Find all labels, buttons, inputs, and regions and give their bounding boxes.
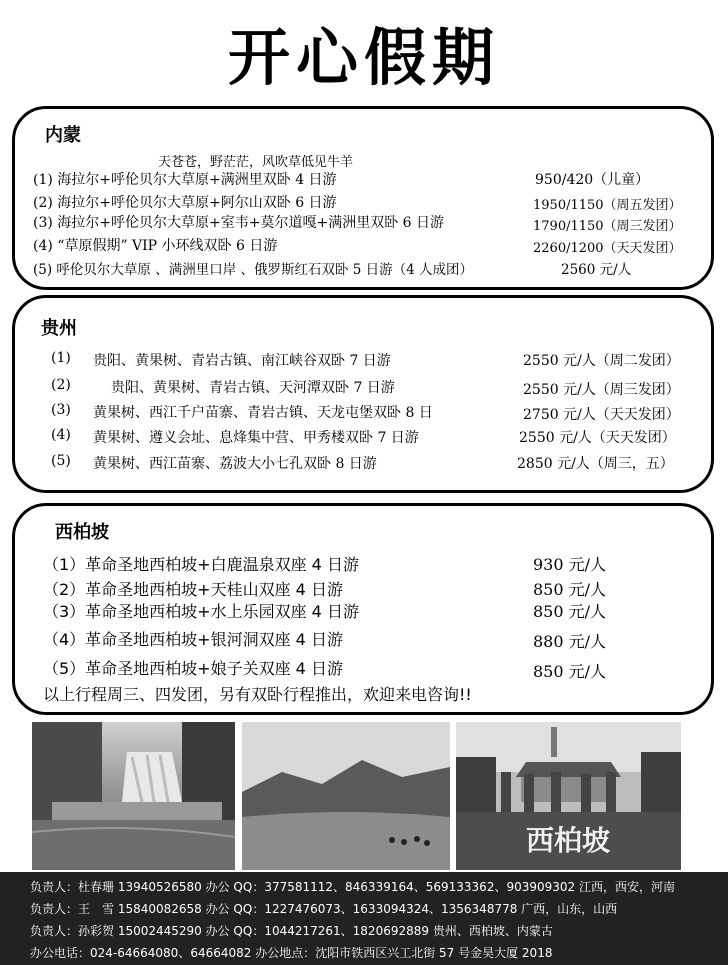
contact-line: 负责人：杜春珊 13940526580 办公 QQ：377581112、846339164、569133362、903909302 江西，西安，河南 — [30, 880, 675, 894]
section-note: 以上行程周三、四发团，另有双卧行程推出，欢迎来电咨询!! — [43, 685, 472, 704]
list-item: （1）革命圣地西柏坡+白鹿温泉双座 4 日游 — [43, 555, 359, 574]
contact-line: 负责人：孙彩贺 15002445290 办公 QQ：1044217261、1820692889 贵州、西柏坡、内蒙古 — [30, 924, 553, 938]
item-price: 2750 元/人（天天发团） — [523, 407, 680, 423]
item-price: 850 元/人 — [533, 662, 607, 681]
list-item: (1) 海拉尔+呼伦贝尔大草原+满洲里双卧 4 日游 — [33, 172, 337, 188]
item-number: (2) — [51, 377, 71, 393]
item-price: 2550 元/人（天天发团） — [519, 430, 676, 446]
list-item: (3) 海拉尔+呼伦贝尔大草原+室韦+莫尔道嘎+满洲里双卧 6 日游 — [33, 215, 445, 231]
xibaipo-text: 西柏坡 — [525, 824, 611, 857]
office-info: 办公电话：024-64664080、64664082 办公地点：沈阳市铁西区兴工北街 57 号金昊大厦 2018 — [30, 946, 553, 960]
item-price: 2260/1200（天天发团） — [533, 241, 682, 256]
contact-line: 负责人：王 雪 15840082658 办公 QQ：1227476073、1633094324、1356348778 广西，山东，山西 — [30, 902, 618, 916]
list-item: (4) “草原假期” VIP 小环线双卧 6 日游 — [33, 238, 278, 254]
list-item: 黄果树、西江苗寨、荔波大小七孔双卧 8 日游 — [93, 456, 377, 472]
item-number: (3) — [51, 402, 71, 418]
section-neimeng — [12, 106, 714, 290]
list-item: 黄果树、遵义会址、息烽集中营、甲秀楼双卧 7 日游 — [93, 430, 419, 446]
waterfall-photo — [32, 722, 235, 870]
item-price: 2550 元/人（周二发团） — [523, 353, 680, 369]
section-xibaipo — [12, 503, 714, 715]
item-number: (4) — [51, 427, 71, 443]
section-title: 贵州 — [41, 318, 77, 339]
xibaipo-photo — [456, 722, 681, 870]
section-title: 内蒙 — [45, 125, 81, 146]
item-price: 950/420（儿童） — [535, 172, 650, 188]
item-price: 2560 元/人 — [561, 262, 632, 278]
list-item: （2）革命圣地西柏坡+天桂山双座 4 日游 — [43, 580, 343, 599]
list-item: (2) 海拉尔+呼伦贝尔大草原+阿尔山双卧 6 日游 — [33, 195, 337, 211]
item-price: 850 元/人 — [533, 580, 607, 599]
photo-strip — [0, 722, 728, 872]
list-item: 黄果树、西江千户苗寨、青岩古镇、天龙屯堡双卧 8 日 — [93, 405, 433, 421]
list-item: （5）革命圣地西柏坡+娘子关双座 4 日游 — [43, 659, 343, 678]
contact-footer — [0, 872, 728, 965]
section-title: 西柏坡 — [55, 522, 109, 543]
item-price: 1790/1150（周三发团） — [533, 219, 682, 234]
list-item: （4）革命圣地西柏坡+银河洞双座 4 日游 — [43, 630, 343, 649]
list-item: (5) 呼伦贝尔大草原 、满洲里口岸 、俄罗斯红石双卧 5 日游（4 人成团） — [33, 262, 474, 278]
list-item: 贵阳、黄果树、青岩古镇、南江峡谷双卧 7 日游 — [93, 353, 391, 369]
section-slogan: 天苍苍，野茫茫，风吹草低见牛羊 — [158, 155, 354, 170]
page-title: 开心假期 — [227, 21, 500, 94]
item-number: (1) — [51, 350, 71, 366]
section-guizhou — [12, 295, 714, 493]
list-item: （3）革命圣地西柏坡+水上乐园双座 4 日游 — [43, 602, 359, 621]
item-price: 850 元/人 — [533, 602, 607, 621]
item-price: 930 元/人 — [533, 555, 607, 574]
list-item: 贵阳、黄果树、青岩古镇、天河潭双卧 7 日游 — [111, 380, 395, 396]
item-price: 1950/1150（周五发团） — [533, 198, 682, 213]
item-price: 2850 元/人（周三，五） — [517, 456, 674, 472]
grassland-photo — [242, 722, 450, 870]
item-number: (5) — [51, 453, 71, 469]
item-price: 2550 元/人（周三发团） — [523, 382, 680, 398]
item-price: 880 元/人 — [533, 632, 607, 651]
